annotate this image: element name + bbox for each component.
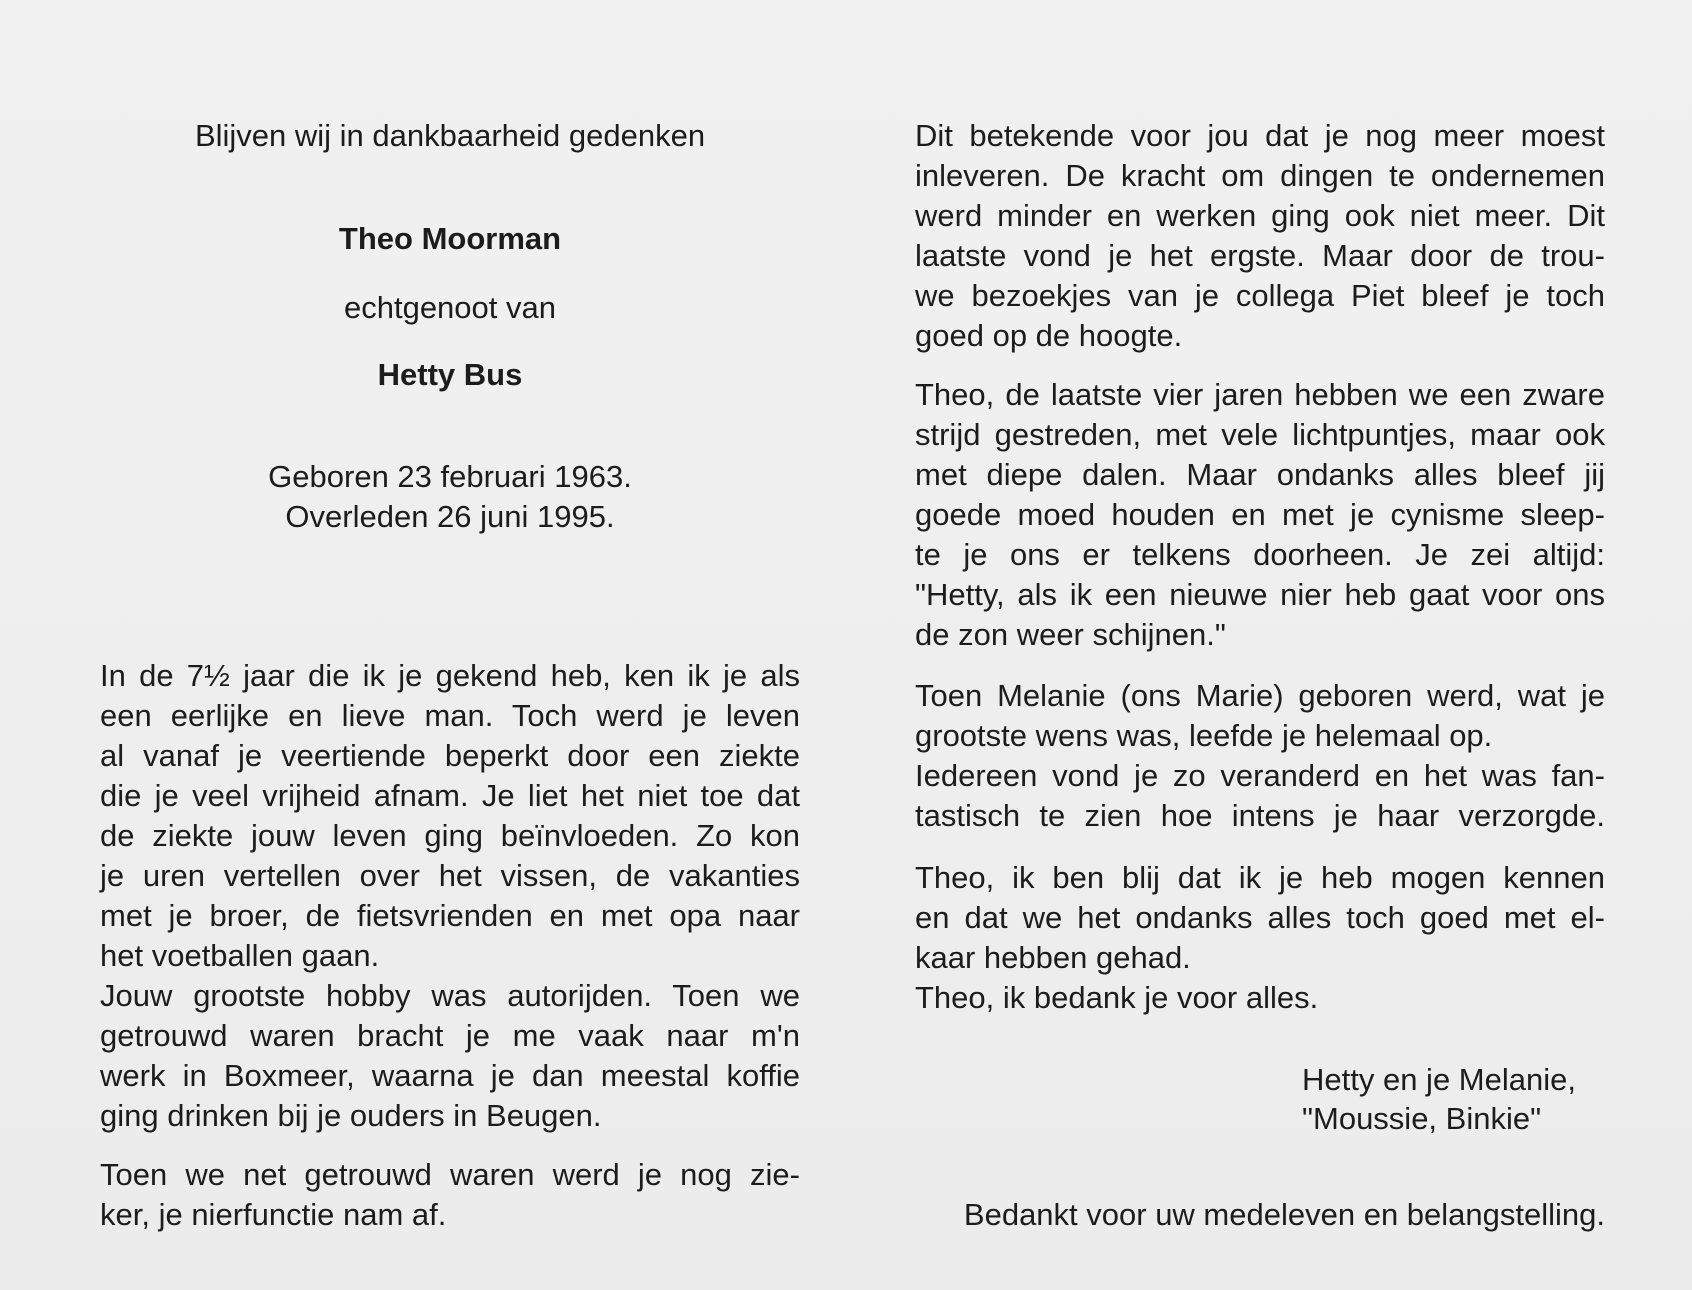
signature-line-1: Hetty en je Melanie, <box>1302 1062 1576 1097</box>
text-line: In de 7½ jaar die ik je gekend heb, ken ik je als <box>100 658 800 693</box>
text-line: de ziekte jouw leven ging beïnvloeden. Zo kon <box>100 818 800 853</box>
text-line: getrouwd waren bracht je me vaak naar m'n <box>100 1018 800 1053</box>
text-line: Iedereen vond je zo veranderd en het was fan- <box>915 758 1605 793</box>
text-line: Theo, de laatste vier jaren hebben we een zware <box>915 377 1605 412</box>
text-line: Dit betekende voor jou dat je nog meer moest <box>915 118 1605 153</box>
text-line: laatste vond je het ergste. Maar door de trou- <box>915 238 1605 273</box>
spouse-name: Hetty Bus <box>377 357 523 392</box>
text-line: het voetballen gaan. <box>100 938 380 973</box>
closing-text: Bedankt voor uw medeleven en belangstelling. <box>963 1197 1605 1232</box>
text-line: Toen Melanie (ons Marie) geboren werd, wat je <box>915 678 1605 713</box>
text-line: ging drinken bij je ouders in Beugen. <box>100 1098 602 1133</box>
text-line: Theo, ik bedank je voor alles. <box>915 980 1319 1015</box>
text-line: Toen we net getrouwd waren werd je nog zie- <box>100 1157 800 1192</box>
text-line: te je ons er telkens doorheen. Je zei altijd: <box>915 537 1605 572</box>
text-line: grootste wens was, leefde je helemaal op. <box>915 718 1493 753</box>
text-line: inleveren. De kracht om dingen te ondernemen <box>915 158 1605 193</box>
text-line: met je broer, de fietsvrienden en met opa naar <box>100 898 800 933</box>
birth-date: Geboren 23 februari 1963. <box>268 459 632 494</box>
intro-text: Blijven wij in dankbaarheid gedenken <box>194 118 706 153</box>
text-line: werk in Boxmeer, waarna je dan meestal koffie <box>100 1058 800 1093</box>
death-date: Overleden 26 juni 1995. <box>285 499 615 534</box>
text-line: met diepe dalen. Maar ondanks alles bleef jij <box>915 457 1605 492</box>
text-line: werd minder en werken ging ook niet meer. Dit <box>915 198 1605 233</box>
right-paragraph-1 <box>915 116 1605 356</box>
right-paragraph-3 <box>915 676 1605 836</box>
text-line: je uren vertellen over het vissen, de vakanties <box>100 858 800 893</box>
text-line: de zon weer schijnen." <box>915 617 1226 652</box>
text-line: we bezoekjes van je collega Piet bleef je toch <box>915 278 1605 313</box>
text-line: Theo, ik ben blij dat ik je heb mogen kennen <box>915 860 1605 895</box>
text-line: tastisch te zien hoe intens je haar verzorgde. <box>915 798 1605 833</box>
text-line: een eerlijke en lieve man. Toch werd je leven <box>100 698 800 733</box>
text-line: goede moed houden en met je cynisme sleep- <box>915 497 1605 532</box>
right-paragraph-2 <box>915 375 1605 655</box>
text-line: kaar hebben gehad. <box>915 940 1191 975</box>
text-line: die je veel vrijheid afnam. Je liet het niet toe dat <box>100 778 800 813</box>
left-paragraph-2 <box>100 1155 800 1235</box>
text-line: Jouw grootste hobby was autorijden. Toen we <box>100 978 800 1013</box>
text-line: strijd gestreden, met vele lichtpuntjes, maar ook <box>915 417 1605 452</box>
text-line: en dat we het ondanks alles toch goed met el- <box>915 900 1605 935</box>
relation-text: echtgenoot van <box>343 290 556 325</box>
text-line: goed op de hoogte. <box>915 318 1183 353</box>
deceased-name: Theo Moorman <box>338 221 562 256</box>
text-line: al vanaf je veertiende beperkt door een ziekte <box>100 738 800 773</box>
text-line: ker, je nierfunctie nam af. <box>100 1197 447 1232</box>
text-line: "Hetty, als ik een nieuwe nier heb gaat voor ons <box>915 577 1605 612</box>
signature-line-2: "Moussie, Binkie" <box>1302 1101 1542 1136</box>
right-paragraph-4 <box>915 858 1605 1018</box>
left-paragraph-1 <box>100 656 800 1136</box>
